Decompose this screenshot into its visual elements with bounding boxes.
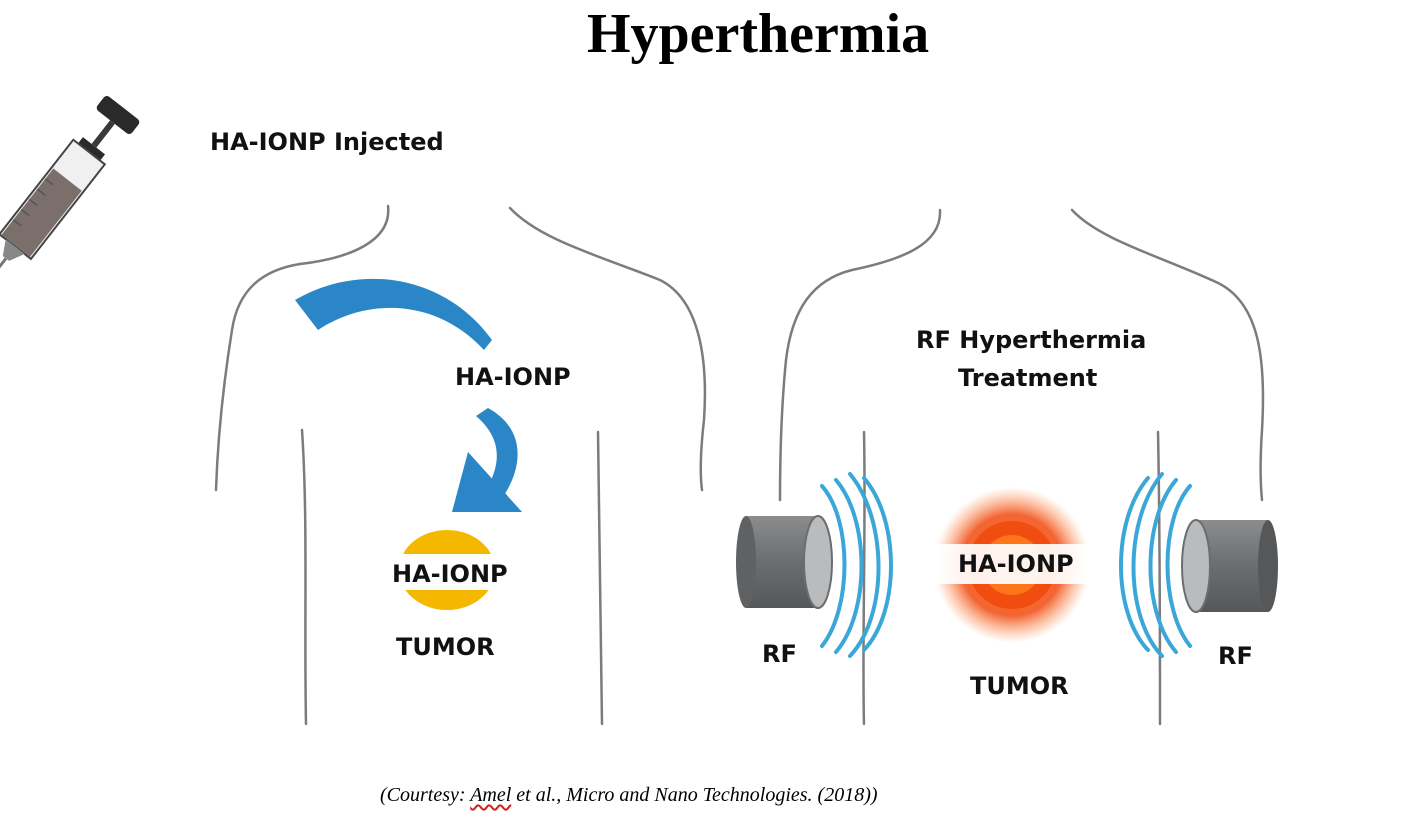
right-tumor-inner-label: HA-IONP (958, 550, 1074, 578)
rf-device-right-icon (1182, 520, 1278, 612)
treatment-label-line2: Treatment (958, 364, 1098, 392)
flow-arrow-upper (295, 279, 492, 350)
injected-label: HA-IONP Injected (210, 128, 444, 156)
right-tumor-label: TUMOR (970, 672, 1069, 700)
left-tumor-label: TUMOR (396, 633, 495, 661)
rf-right-label: RF (1218, 642, 1253, 670)
caption-author: Amel (470, 784, 512, 806)
caption-suffix: et al., Micro and Nano Technologies. (2018)) (511, 784, 878, 806)
treatment-label-line1: RF Hyperthermia (916, 326, 1147, 354)
page-title: Hyperthermia (586, 3, 930, 65)
rf-device-left-icon (736, 516, 832, 608)
flow-label: HA-IONP (455, 363, 571, 391)
left-tumor-inner-label: HA-IONP (392, 560, 508, 588)
flow-arrow-lower (452, 408, 522, 512)
source-caption (380, 784, 878, 807)
caption-prefix: (Courtesy: (380, 784, 471, 806)
syringe-icon (0, 94, 141, 292)
rf-waves-right (1121, 474, 1190, 656)
rf-left-label: RF (762, 640, 797, 668)
